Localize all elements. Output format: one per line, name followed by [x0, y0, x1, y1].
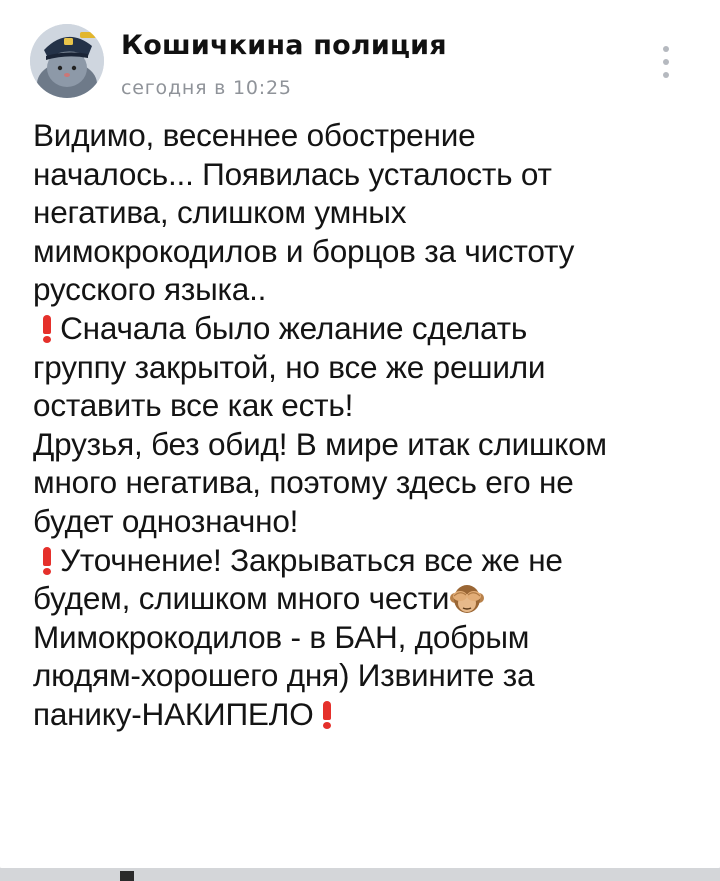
post-text-line: мимокрокодилов и борцов за чистоту: [33, 232, 575, 269]
post-text-line: [33, 695, 713, 734]
cat-avatar-icon: [30, 24, 104, 98]
see-no-evil-monkey-icon: [449, 581, 485, 615]
post-text-line: оставить все как есть!: [33, 387, 354, 424]
group-name[interactable]: Кошичкина полиция: [121, 30, 447, 61]
post-menu-button[interactable]: [654, 44, 678, 80]
post-text-line: людям-хорошего дня) Извините за: [33, 657, 535, 694]
post-text-line: началось... Появилась усталость от: [33, 155, 552, 192]
post-text-line: будет однозначно!: [33, 502, 299, 539]
red-exclamation-icon: [42, 547, 52, 574]
post-text: [33, 116, 713, 734]
post-text-fragment: Уточнение! Закрываться все же не: [51, 541, 563, 578]
post-text-line: [33, 309, 713, 348]
post-text-fragment: будем, слишком много чести: [33, 580, 450, 617]
next-post-separator: [0, 868, 720, 881]
post-text-line: Мимокрокодилов - в БАН, добрым: [33, 618, 530, 655]
group-avatar[interactable]: [30, 24, 104, 98]
post-timestamp[interactable]: сегодня в 10:25: [121, 77, 292, 99]
menu-dot-icon: [663, 59, 669, 65]
post-text-line: много негатива, поэтому здесь его не: [33, 464, 574, 501]
post-text-line: Друзья, без обид! В мире итак слишком: [33, 425, 607, 462]
post-text-line: негатива, слишком умных: [33, 194, 407, 231]
red-exclamation-icon: [42, 315, 52, 342]
post-text-fragment: Сначала было желание сделать: [51, 309, 528, 346]
menu-dot-icon: [663, 46, 669, 52]
next-post-peek: [120, 871, 134, 881]
post-text-line: [33, 579, 713, 618]
post-text-fragment: панику-НАКИПЕЛО: [33, 695, 323, 732]
red-exclamation-icon: [322, 701, 332, 728]
post-text-line: [33, 541, 713, 580]
post-text-line: группу закрытой, но все же решили: [33, 348, 546, 385]
post-text-line: Видимо, весеннее обострение: [33, 117, 476, 153]
post-text-line: русского языка..: [33, 271, 267, 308]
menu-dot-icon: [663, 72, 669, 78]
